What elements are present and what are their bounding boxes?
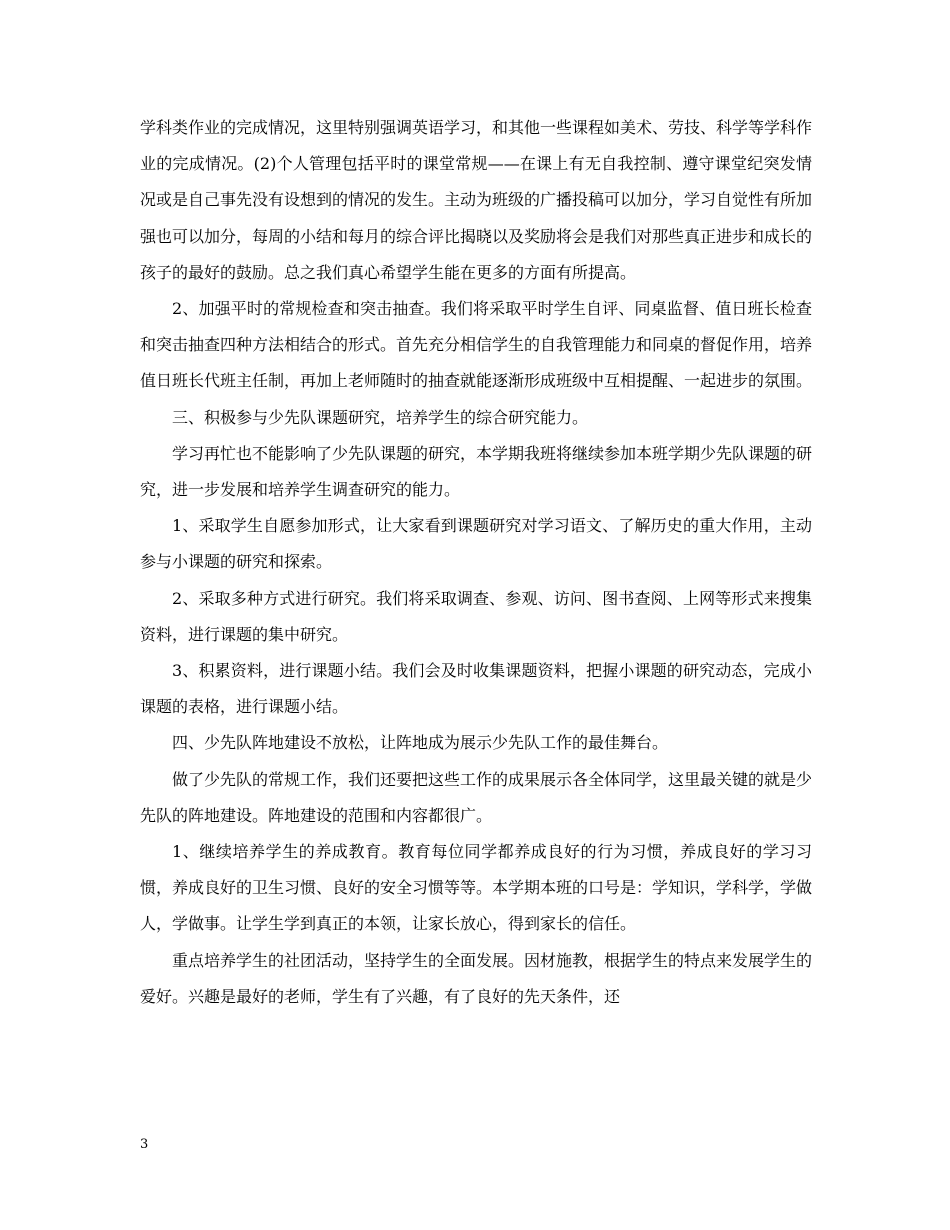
page-number: 3	[140, 1137, 149, 1152]
paragraph-10: 1、继续培养学生的养成教育。教育每位同学都养成良好的行为习惯，养成良好的学习习惯，养成良好的卫生习惯、良好的安全习惯等等。本学期本班的口号是：学知识，学科学，学做人，学做事。让学生学到真正的本领，让家长放心，得到家长的信任。	[140, 842, 813, 934]
section-heading-4: 四、少先队阵地建设不放松，让阵地成为展示少先队工作的最佳舞台。	[172, 733, 669, 753]
document-body	[140, 110, 812, 1015]
paragraph-11: 重点培养学生的社团活动，坚持学生的全面发展。因材施教，根据学生的特点来发展学生的爱好。兴趣是最好的老师，学生有了兴趣，有了良好的先天条件，还	[140, 950, 813, 1006]
paragraph-2: 2、加强平时的常规检查和突击抽查。我们将采取平时学生自评、同桌监督、值日班长检查和突击抽查四种方法相结合的形式。首先充分相信学生的自我管理能力和同桌的督促作用，培养值日班长代班主任制，再加上老师随时的抽查就能逐渐形成班级中互相提醒、一起进步的氛围。	[140, 299, 813, 391]
paragraph-1: 学科类作业的完成情况，这里特别强调英语学习，和其他一些课程如美术、劳技、科学等学科作业的完成情况。(2)个人管理包括平时的课堂常规——在课上有无自我控制、遵守课堂纪突发情况或是自己事先没有设想到的情况的发生。主动为班级的广播投稿可以加分，学习自觉性有所加强也可以加分，每周的小结和每月的综合评比揭晓以及奖励将会是我们对那些真正进步和成长的孩子的最好的鼓励。总之我们真心希望学生能在更多的方面有所提高。	[140, 118, 813, 282]
section-heading-3: 三、积极参与少先队课题研究，培养学生的综合研究能力。	[172, 407, 589, 427]
paragraph-6: 2、采取多种方式进行研究。我们将采取调查、参观、访问、图书查阅、上网等形式来搜集资料，进行课题的集中研究。	[140, 588, 812, 644]
paragraph-4: 学习再忙也不能影响了少先队课题的研究，本学期我班将继续参加本班学期少先队课题的研究，进一步发展和培养学生调查研究的能力。	[140, 443, 813, 500]
paragraph-5: 1、采取学生自愿参加形式，让大家看到课题研究对学习语文、了解历史的重大作用，主动参与小课题的研究和探索。	[140, 516, 812, 572]
paragraph-7: 3、积累资料，进行课题小结。我们会及时收集课题资料，把握小课题的研究动态，完成小课题的表格，进行课题小结。	[140, 661, 812, 717]
paragraph-9: 做了少先队的常规工作，我们还要把这些工作的成果展示各全体同学，这里最关键的就是少先队的阵地建设。阵地建设的范围和内容都很广。	[140, 769, 813, 825]
